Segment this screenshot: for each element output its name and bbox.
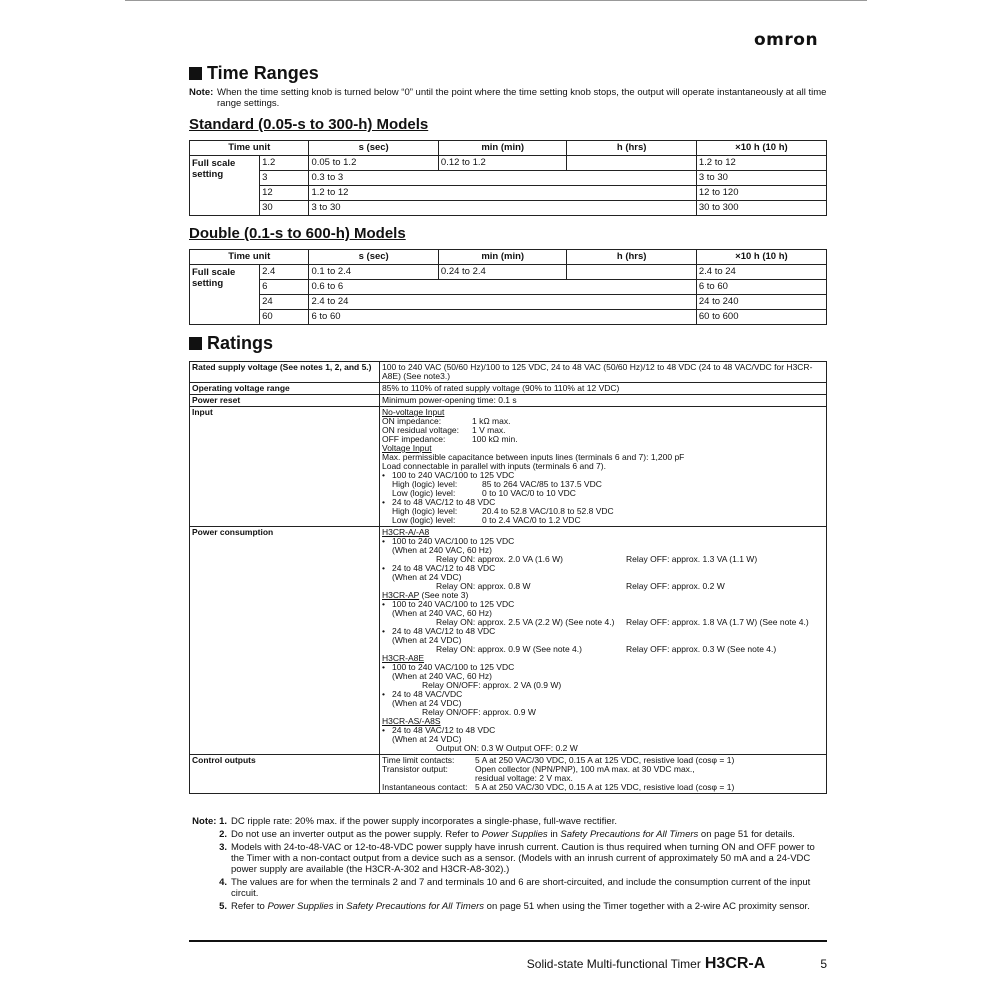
time-unit-cell: 1.2 (260, 156, 309, 171)
sec-cell: 0.1 to 2.4 (309, 265, 438, 280)
table-row (190, 755, 827, 794)
note-5: 5. Refer to Power Supplies in Safety Precautions for All Timers on page 51 when using the Timer together with a 2-wire AC proximity sensor. (219, 901, 810, 912)
column-header: Time unit (190, 250, 309, 265)
sec-cell: 0.05 to 1.2 (309, 156, 438, 171)
omron-logo: omron (754, 30, 819, 50)
table-row (190, 527, 827, 755)
sec-cell: 2.4 to 24 (309, 295, 696, 310)
control-outputs-label: Control outputs (190, 755, 380, 794)
input-value: No-voltage Input ON impedance: 1 kΩ max. ON residual voltage: 1 V max. OFF impedance: 100 kΩ min. Voltage Input Max. permissible capacitance between inputs lines (terminals 6 and 7): 1,200 pF Load connectable in parallel with inputs (terminals 6 and 7). • 100 to 240 VAC/100 to 125 VDC High (logic) level: 85 to 264 VAC/85 to 137.5 VDC Low (logic) level: 0 to 10 VAC/0 to 10 VDC • 24 to 48 VAC/12 to 48 VDC High (logic) level: 20.4 to 52.8 VAC/10.8 to 52.8 VDC Low (logic) level: 0 to 2.4 VAC/0 to 1.2 VDC (380, 407, 827, 527)
rated-supply-value: 100 to 240 VAC (50/60 Hz)/100 to 125 VDC, 24 to 48 VAC (50/60 Hz)/12 to 48 VDC (24 to 48 VAC/VDC for H3CR-A8E) (See note3.) (380, 362, 827, 383)
x10h-cell: 1.2 to 12 (696, 156, 826, 171)
sec-cell: 0.6 to 6 (309, 280, 696, 295)
operating-voltage-value: 85% to 110% of rated supply voltage (90% to 110% at 12 VDC) (380, 383, 827, 395)
double-time-table (189, 249, 827, 325)
sec-cell: 1.2 to 12 (309, 186, 696, 201)
x10h-cell: 60 to 600 (696, 310, 826, 325)
time-unit-cell: 60 (260, 310, 309, 325)
row-header: Full scale setting (190, 156, 260, 216)
control-outputs-value: Time limit contacts: 5 A at 250 VAC/30 VDC, 0.15 A at 125 VDC, resistive load (cosφ = 1) Transistor output: Open collector (NPN/PNP), 100 mA max. at 30 VDC max., residual voltage: 2 V max. Instantaneous contact: 5 A at 250 VAC/30 VDC, 0.15 A at 125 VDC, resistive load (cosφ = 1) (380, 755, 827, 794)
column-header: h (hrs) (567, 141, 696, 156)
power-reset-value: Minimum power-opening time: 0.1 s (380, 395, 827, 407)
square-bullet-icon (189, 67, 202, 80)
x10h-cell: 30 to 300 (696, 201, 826, 216)
time-unit-cell: 30 (260, 201, 309, 216)
double-models-heading: Double (0.1-s to 600-h) Models (189, 225, 406, 242)
table-row (190, 265, 827, 280)
row-header: Full scale setting (190, 265, 260, 325)
square-bullet-icon (189, 337, 202, 350)
note-3: 3. Models with 24-to-48-VAC or 12-to-48-VDC power supply have inrush current. Caution is thus required when turning ON and OFF power to the Timer with a non-contact output from a device such as a sensor. (Models with an inrush current of approximately 50 mA and a 24-VDC power supply are available (the H3CR-A-302 and H3CR-A8-302).) (219, 842, 815, 875)
hrs-cell (567, 156, 696, 171)
x10h-cell: 6 to 60 (696, 280, 826, 295)
table-row (190, 407, 827, 527)
min-cell: 0.24 to 2.4 (438, 265, 567, 280)
x10h-cell: 24 to 240 (696, 295, 826, 310)
ratings-heading: Ratings (189, 333, 273, 354)
power-consumption-value: H3CR-A/-A8 • 100 to 240 VAC/100 to 125 VDC (When at 240 VAC, 60 Hz) Relay ON: approx. 2.0 VA (1.6 W) Relay OFF: approx. 1.3 VA (1.1 W) • 24 to 48 VAC/12 to 48 VDC (When at 24 VDC) Relay ON: approx. 0.8 W Relay OFF: approx. 0.2 W H3CR-AP (See note 3) • 100 to 240 VAC/100 to 125 VDC (When at 240 VAC, 60 Hz) Relay ON: approx. 2.5 VA (2.2 W) (See note 4.) Relay OFF: approx. 1.8 VA (1.7 W) (See note 4.) • 24 to 48 VAC/12 to 48 VDC (When at 24 VDC) Relay ON: approx. 0.9 W (See note 4.) Relay OFF: approx. 0.3 W (See note 4.) H3CR-A8E • 100 to 240 VAC/100 to 125 VDC (When at 240 VAC, 60 Hz) Relay ON/OFF: approx. 2 VA (0.9 W) • 24 to 48 VAC/VDC (When at 24 VDC) Relay ON/OFF: approx. 0.9 W H3CR-AS/-A8S • 24 to 48 VAC/12 to 48 VDC (When at 24 VDC) Output ON: 0.3 W Output OFF: 0.2 W (380, 527, 827, 755)
operating-voltage-label: Operating voltage range (190, 383, 380, 395)
hrs-cell (567, 265, 696, 280)
column-header: h (hrs) (567, 250, 696, 265)
table-row (190, 280, 827, 295)
top-rule (125, 0, 867, 1)
table-header-row (190, 141, 827, 156)
footer-title: Solid-state Multi-functional Timer (526, 957, 701, 971)
column-header: ×10 h (10 h) (696, 250, 826, 265)
sec-cell: 3 to 30 (309, 201, 696, 216)
bottom-rule (189, 940, 827, 942)
column-header: s (sec) (309, 141, 438, 156)
x10h-cell: 3 to 30 (696, 171, 826, 186)
note-1: Note: 1. DC ripple rate: 20% max. if the power supply incorporates a single-phase, full-wave rectifier. (192, 816, 617, 827)
column-header: Time unit (190, 141, 309, 156)
sec-cell: 6 to 60 (309, 310, 696, 325)
power-consumption-label: Power consumption (190, 527, 380, 755)
column-header: min (min) (438, 250, 567, 265)
table-row (190, 186, 827, 201)
ratings-notes (189, 816, 829, 914)
table-row (190, 171, 827, 186)
table-row (190, 310, 827, 325)
table-row (190, 295, 827, 310)
time-unit-cell: 3 (260, 171, 309, 186)
footer-model: H3CR-A (704, 955, 766, 972)
table-header-row (190, 250, 827, 265)
column-header: ×10 h (10 h) (696, 141, 826, 156)
table-row (190, 201, 827, 216)
time-ranges-heading: Time Ranges (189, 63, 319, 84)
note-4: 4. The values are for when the terminals 2 and 7 and terminals 10 and 6 are short-circuited, and include the consumption current of the input circuit. (219, 877, 811, 899)
standard-models-heading: Standard (0.05-s to 300-h) Models (189, 116, 429, 133)
note-2: 2. Do not use an inverter output as the power supply. Refer to Power Supplies in Safety Precautions for All Timers on page 51 for details. (219, 829, 795, 840)
time-unit-cell: 2.4 (260, 265, 309, 280)
min-cell: 0.12 to 1.2 (438, 156, 567, 171)
x10h-cell: 2.4 to 24 (696, 265, 826, 280)
standard-time-table (189, 140, 827, 216)
time-unit-cell: 12 (260, 186, 309, 201)
x10h-cell: 12 to 120 (696, 186, 826, 201)
time-unit-cell: 6 (260, 280, 309, 295)
table-row (190, 383, 827, 395)
table-row (190, 395, 827, 407)
time-unit-cell: 24 (260, 295, 309, 310)
power-reset-label: Power reset (190, 395, 380, 407)
page-number: 5 (820, 957, 827, 971)
input-label: Input (190, 407, 380, 527)
table-row (190, 156, 827, 171)
rated-supply-label: Rated supply voltage (See notes 1, 2, and 5.) (190, 362, 380, 383)
time-ranges-note: Note: When the time setting knob is turned below “0” until the point where the time setting knob stops, the output will operate instantaneously at all time range settings. (189, 87, 827, 109)
page-footer (527, 955, 827, 973)
column-header: s (sec) (309, 250, 438, 265)
sec-cell: 0.3 to 3 (309, 171, 696, 186)
table-row (190, 362, 827, 383)
column-header: min (min) (438, 141, 567, 156)
ratings-table (189, 361, 827, 794)
